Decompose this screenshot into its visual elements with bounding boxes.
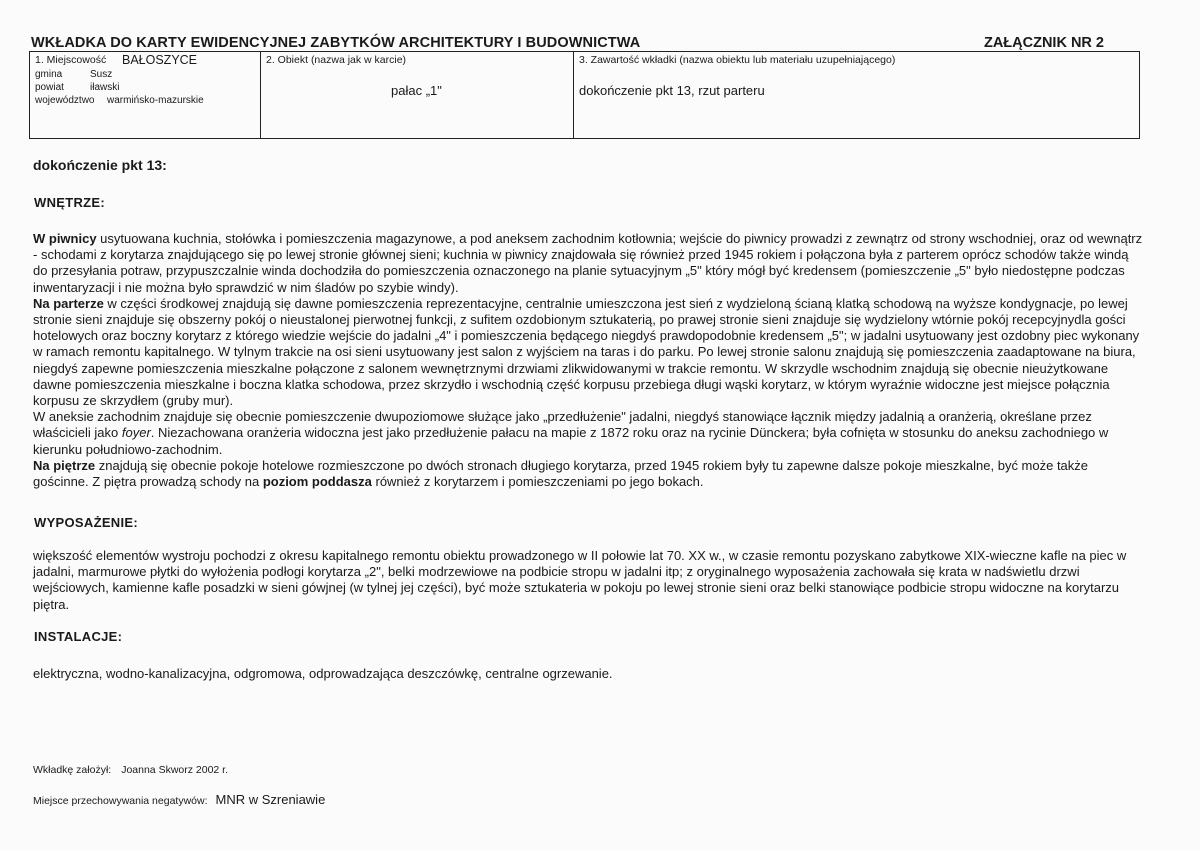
contents-label: 3. Zawartość wkładki (nazwa obiektu lub materiału uzupełniającego) bbox=[579, 54, 896, 66]
interior-lead: Na piętrze bbox=[33, 457, 96, 473]
interior-text-span: również z korytarzem i pomieszczeniami po jego bokach. bbox=[371, 474, 704, 490]
wojewodztwo-line bbox=[35, 95, 204, 106]
location-cell bbox=[30, 52, 261, 138]
object-cell bbox=[261, 52, 574, 138]
powiat-value: iławski bbox=[90, 82, 120, 93]
wojewodztwo-value: warmińsko-mazurskie bbox=[107, 95, 204, 106]
contents-cell bbox=[574, 52, 1139, 138]
interior-lead: Na parterze bbox=[33, 295, 104, 311]
gmina-line bbox=[35, 69, 113, 80]
interior-paragraph bbox=[33, 231, 1145, 296]
powiat-line bbox=[35, 82, 120, 93]
interior-paragraph bbox=[33, 296, 1145, 409]
document-title: WKŁADKA DO KARTY EWIDENCYJNEJ ZABYTKÓW ARCHITEKTURY I BUDOWNICTWA bbox=[31, 35, 641, 51]
object-label: 2. Obiekt (nazwa jak w karcie) bbox=[266, 54, 407, 66]
installations-text bbox=[33, 666, 1145, 682]
interior-text-span: znajdują się obecnie pokoje hotelowe rozmieszczone po dwóch stronach długiego korytarza, przed 1945 rokiem były tu zapewne dalsze pokoje mieszkalne, być może także gościnne. Z piętra prowadzą schody na bbox=[33, 457, 1089, 490]
equipment-paragraph: większość elementów wystroju pochodzi z okresu kapitalnego remontu obiektu prowadzonego w II połowie lat 70. XX w., w czasie remontu pozyskano zabytkowe XIX-wieczne kafle na piec w jadalni, marmurowe płytki do wyłożenia podłogi korytarza „2", belki modrzewiowe na podbicie stropu w jadalni itp; z oryginalnego wyposażenia zachowała się krata w nadświetlu drzwi wejściowych, kamienne kafle posadzki w sieni gówjnej (w tylnej jej części), być może sztukateria w pokoju po lewej stronie sieni oraz belki stanowiące podbicie stropu widoczne na korytarzu piętra. bbox=[33, 548, 1127, 612]
gmina-label: gmina bbox=[35, 69, 63, 80]
header-table bbox=[29, 51, 1140, 139]
interior-bold: poziom poddasza bbox=[262, 474, 372, 490]
location-line bbox=[35, 53, 198, 67]
installations-paragraph: elektryczna, wodno-kanalizacyjna, odgromowa, odprowadzająca deszczówkę, centralne ogrzewanie. bbox=[33, 666, 613, 681]
author-label: Wkładkę założył: bbox=[33, 764, 112, 776]
interior-heading: WNĘTRZE: bbox=[34, 195, 105, 210]
author-line bbox=[33, 764, 228, 776]
object-value: pałac „1" bbox=[391, 83, 442, 98]
installations-heading: INSTALACJE: bbox=[34, 629, 123, 644]
interior-text bbox=[33, 231, 1145, 490]
interior-italic: foyer bbox=[121, 425, 151, 441]
interior-paragraph bbox=[33, 409, 1145, 458]
equipment-heading: WYPOSAŻENIE: bbox=[34, 515, 138, 530]
location-label: 1. Miejscowość bbox=[35, 54, 107, 66]
powiat-label: powiat bbox=[35, 82, 64, 93]
interior-text-span: w części środkowej znajdują się dawne pomieszczenia reprezentacyjne, centralnie umieszczona jest sień z wydzieloną ścianą klatką schodową na wyższe kondygnacje, po lewej stronie sieni znajduje się obszerny pokój o nieustalonej pierwotnej funkcji, z sufitem ozdobionym sztukaterią, po prawej stronie sieni znajduje się wydzielony wtórnie pokój recepcyjnydla gości hotelowych oraz boczny korytarz z którego wiedzie wejście do jadalni „4" i pomieszczenia będącego niegdyś prawdopodobnie kredensem „5"; w jadalni usytuowany jest ozdobny piec wykonany w ramach remontu kapitalnego. W tylnym trakcie na osi sieni usytuowany jest salon z wyjściem na taras i do parku. Po lewej stronie salonu znajdują się pomieszczenia zaadaptowane na biura, niegdyś zapewne pomieszczenia mieszkalne połączone z salonem wewnętrznymi drzwiami zlikwidowanymi w trakcie remontu. W skrzydle wschodnim znajdują się obecnie nieużytkowane dawne pomieszczenia mieszkalne i boczna klatka schodowa, przez skrzydło i wschodnią część korpusu przebiega długi wąski korytarz, w którym wyraźnie widoczne jest miejsce połącznia korpusu ze skrzydłem (gruby mur). bbox=[33, 295, 1140, 409]
author-value: Joanna Skworz 2002 r. bbox=[121, 764, 229, 776]
interior-text-span: . Niezachowana oranżeria widoczna jest jako przedłużenie pałacu na mapie z 1872 roku oraz na rycinie Dünckera; była cofnięta w stosunku do aneksu zachodniego w kierunku południowo-zachodnim. bbox=[33, 425, 1109, 457]
interior-text-span: W aneksie zachodnim znajduje się obecnie pomieszczenie dwupoziomowe służące jako „przedłużenie" jadalni, niegdyś stanowiące łącznik między jadalnią a oranżerią, określane przez właścicieli jako bbox=[33, 409, 1092, 441]
location-city: BAŁOSZYCE bbox=[122, 53, 198, 67]
section-title: dokończenie pkt 13: bbox=[33, 157, 167, 173]
gmina-value: Susz bbox=[90, 69, 113, 80]
storage-label: Miejsce przechowywania negatywów: bbox=[33, 795, 208, 807]
interior-text-span: usytuowana kuchnia, stołówka i pomieszczenia magazynowe, a pod aneksem zachodnim kotłownia; wejście do piwnicy prowadzi z zewnątrz od strony wschodniej, oraz od wewnątrz - schodami z korytarza znajdującego się po lewej stronie głównej sieni; kuchnia w piwnicy znajdowała się również przed 1945 rokiem i połączona była z parterem oprócz schodów także windą do przesyłania potraw, przypuszczalnie winda dochodziła do pomieszczenia oznaczonego na planie sytuacyjnym „5" który mógł być kredensem (pomieszczenie „5" było niedostępne podczas inwentaryzacji i nie można było sprawdzić w nim śladów po szybie windy). bbox=[33, 231, 1143, 295]
storage-value: MNR w Szreniawie bbox=[215, 792, 326, 807]
interior-paragraph bbox=[33, 458, 1145, 490]
interior-lead: W piwnicy bbox=[33, 231, 97, 246]
contents-value: dokończenie pkt 13, rzut parteru bbox=[579, 83, 765, 98]
equipment-text bbox=[33, 548, 1145, 613]
storage-line bbox=[33, 792, 325, 807]
annex-number: ZAŁĄCZNIK NR 2 bbox=[983, 35, 1104, 51]
wojewodztwo-label: województwo bbox=[35, 95, 95, 106]
